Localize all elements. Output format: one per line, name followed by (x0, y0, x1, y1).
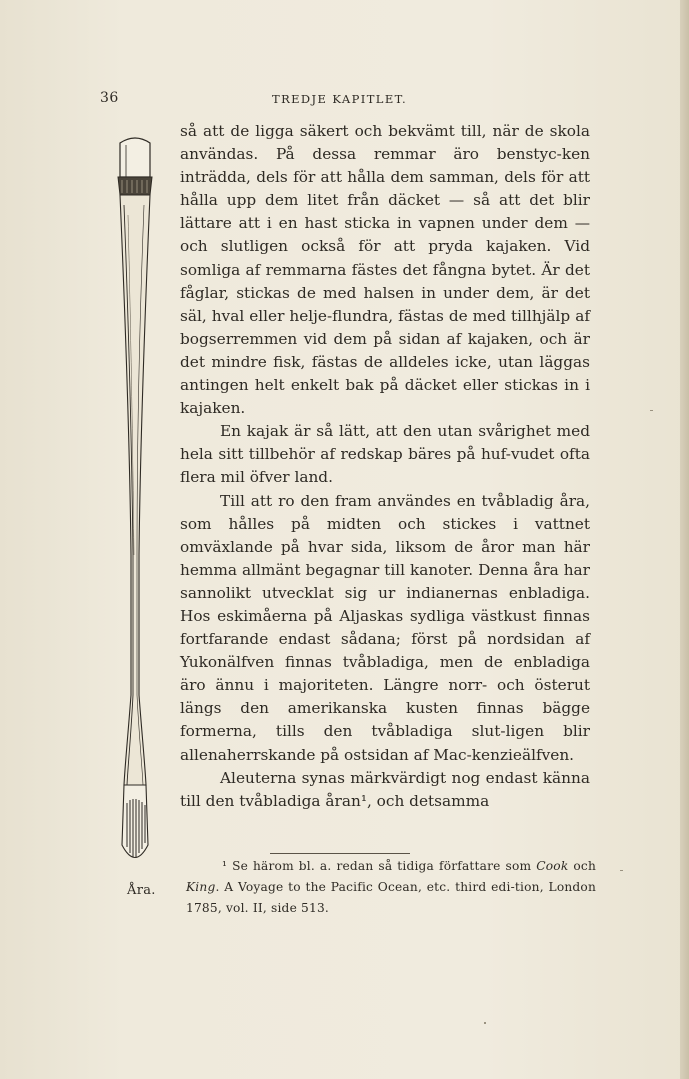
paragraph: så att de ligga säkert och bekvämt till, när de skola användas. På dessa remmar äro benstyc-ken inträdda, dels för att hålla dem samman, dels för att hålla upp dem litet från däcket — så att det blir lättare att i en hast sticka in vapnen under dem — och slutligen också för att pryda kajaken. Vid somliga af remmarna fästes det fångna bytet. Är det fåglar, stickas de med halsen in under dem, är det säl, hval eller helje-flundra, fästas de med tillhjälp af bogserremmen vid dem på sidan af kajaken, och är det mindre fisk, fästas de alldeles icke, utan läggas antingen helt enkelt bak på däcket eller stickas in i kajaken. (180, 122, 590, 418)
footnote-text: . A Voyage to the Pacific Ocean, etc. third edi-tion, London 1785, vol. II, side 513. (186, 880, 596, 915)
paper-speck (620, 870, 623, 871)
footnote-author-name: King (186, 880, 216, 894)
paddle-illustration (112, 135, 158, 880)
paragraph: Aleuterna synas märkvärdigt nog endast känna till den tvåbladiga åran¹, och detsamma (180, 768, 590, 810)
footnote-text: och (568, 859, 597, 873)
figure-caption: Åra. (127, 883, 156, 898)
paragraph: Till att ro den fram användes en tvåbladig åra, som hålles på midten och stickes i vattnet omväxlande på hvar sida, liksom de åror man här hemma allmänt begagnar till kanoter. Denna åra har sannolikt utvecklat sig ur indianernas enbladiga. Hos eskimåerna på Aljaskas sydliga västkust finnas fortfarande endast sådana; först på nordsidan af Yukonälfven finnas tvåbladiga, men de enbladiga äro ännu i majoriteten. Längre norr- och österut längs den amerikanska kusten finnas bägge formerna, tills den tvåbladiga slut-ligen blir allenaherrskande på ostsidan af Mac-kenzieälfven. (180, 491, 590, 764)
footnote-text: Se härom bl. a. redan så tidiga författare som (232, 859, 537, 873)
page-edge (680, 0, 689, 1079)
footnote-author-name: Cook (536, 859, 569, 873)
paragraph: En kajak är så lätt, att den utan svårighet med hela sitt tillbehör af redskap bäres på huf-vudet ofta flera mil öfver land. (180, 422, 590, 487)
page-number: 36 (100, 90, 119, 106)
paper-speck (484, 1022, 486, 1024)
paper-speck (650, 410, 653, 411)
footnote-rule (270, 853, 410, 854)
body-text (180, 120, 590, 813)
footnote (186, 856, 596, 919)
footnote-marker: ¹ (222, 859, 228, 873)
running-head: TREDJE KAPITLET. (272, 92, 408, 106)
